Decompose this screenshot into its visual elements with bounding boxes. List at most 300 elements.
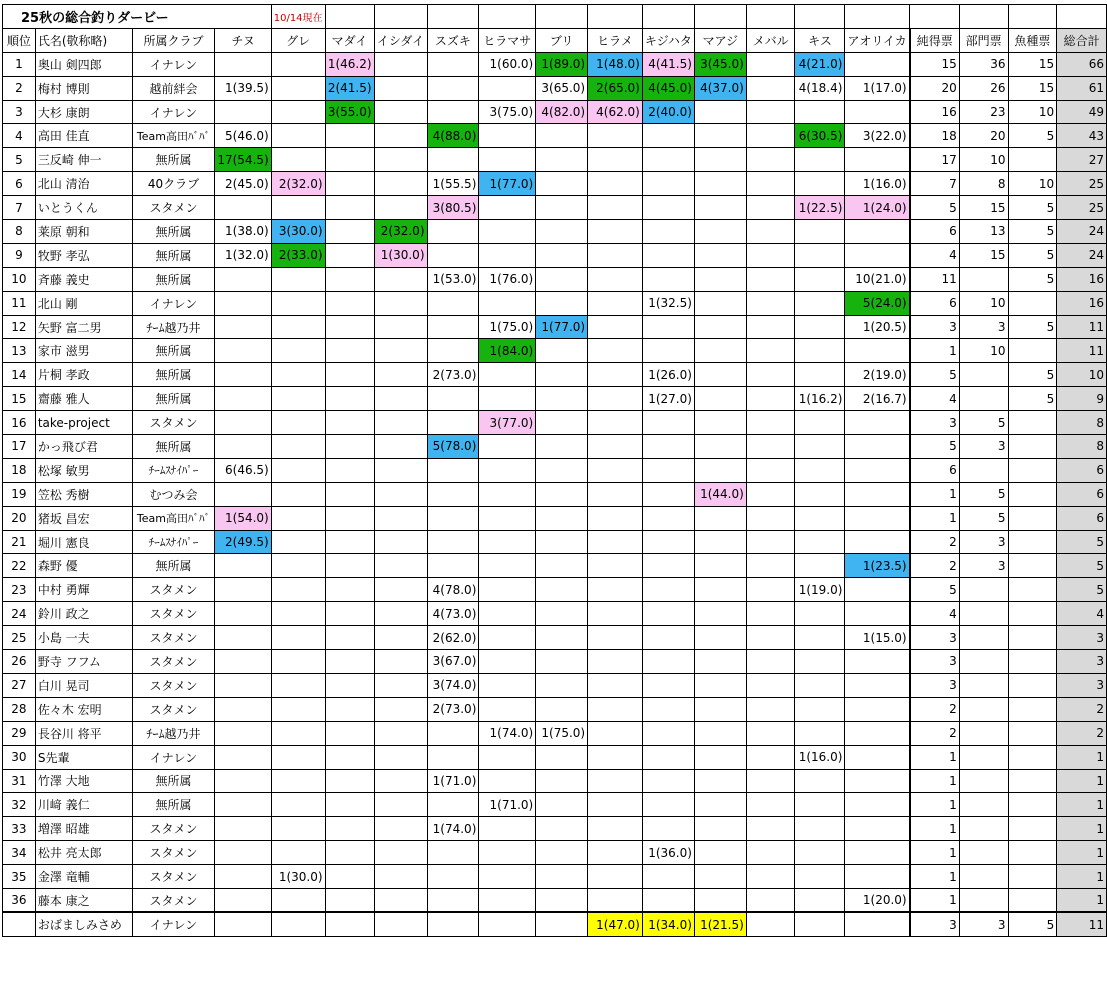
catch-cell-ishidai — [374, 506, 427, 530]
catch-cell-aori — [845, 482, 910, 506]
name-cell: 佐々木 宏明 — [35, 697, 132, 721]
jun-votes-cell: 15 — [910, 52, 960, 76]
catch-cell-mebaru — [746, 124, 795, 148]
catch-cell-buri — [536, 506, 588, 530]
catch-cell-buri — [536, 673, 588, 697]
catch-cell-hirame — [588, 697, 643, 721]
catch-cell-buri — [536, 458, 588, 482]
catch-cell-kijihata — [642, 888, 694, 912]
catch-cell-kisu — [795, 912, 845, 936]
catch-cell-kijihata — [642, 721, 694, 745]
rank-cell: 10 — [3, 267, 36, 291]
catch-cell-hiramasa — [479, 650, 536, 674]
catch-cell-hirame — [588, 841, 643, 865]
club-cell: スタメン — [132, 817, 215, 841]
catch-cell-ishidai — [374, 363, 427, 387]
catch-cell-hiramasa — [479, 626, 536, 650]
catch-cell-mebaru — [746, 912, 795, 936]
catch-cell-gure — [271, 291, 325, 315]
catch-cell-mebaru — [746, 363, 795, 387]
catch-cell-buri — [536, 124, 588, 148]
catch-cell-buri — [536, 602, 588, 626]
category-votes-cell — [959, 650, 1008, 674]
catch-cell-maaji — [694, 291, 746, 315]
catch-cell-chinu — [215, 52, 271, 76]
catch-cell-maaji — [694, 148, 746, 172]
catch-cell-suzuki — [427, 291, 479, 315]
catch-cell-madai — [325, 506, 374, 530]
catch-cell-madai — [325, 602, 374, 626]
catch-cell-ishidai — [374, 650, 427, 674]
table-row — [3, 817, 1107, 841]
category-votes-cell: 8 — [959, 172, 1008, 196]
total-cell: 5 — [1057, 554, 1107, 578]
club-cell: むつみ会 — [132, 482, 215, 506]
category-votes-cell: 3 — [959, 554, 1008, 578]
club-cell: スタメン — [132, 865, 215, 889]
catch-cell-hirame — [588, 745, 643, 769]
club-cell: イナレン — [132, 52, 215, 76]
category-votes-cell — [959, 363, 1008, 387]
club-cell: スタメン — [132, 578, 215, 602]
club-cell: 40クラブ — [132, 172, 215, 196]
catch-cell-maaji — [694, 124, 746, 148]
name-cell: かっ飛び君 — [35, 435, 132, 459]
table-row — [3, 697, 1107, 721]
catch-cell-gure — [271, 578, 325, 602]
catch-cell-aori — [845, 721, 910, 745]
catch-cell-suzuki — [427, 530, 479, 554]
catch-cell-mebaru — [746, 220, 795, 244]
catch-cell-aori — [845, 602, 910, 626]
catch-cell-hiramasa — [479, 912, 536, 936]
catch-cell-madai — [325, 769, 374, 793]
catch-cell-hirame — [588, 602, 643, 626]
catch-cell-kisu — [795, 554, 845, 578]
catch-cell-maaji — [694, 721, 746, 745]
catch-cell-mebaru — [746, 52, 795, 76]
rank-cell: 11 — [3, 291, 36, 315]
catch-cell-hiramasa — [479, 578, 536, 602]
club-cell: ﾁｰﾑ越乃井 — [132, 315, 215, 339]
rank-cell: 7 — [3, 196, 36, 220]
catch-cell-madai — [325, 482, 374, 506]
rank-cell: 17 — [3, 435, 36, 459]
catch-cell-hirame — [588, 267, 643, 291]
catch-cell-aori: 1(15.0) — [845, 626, 910, 650]
catch-cell-ishidai — [374, 100, 427, 124]
catch-cell-maaji — [694, 554, 746, 578]
catch-cell-buri — [536, 530, 588, 554]
jun-votes-cell: 4 — [910, 387, 960, 411]
catch-cell-aori — [845, 435, 910, 459]
catch-cell-aori: 2(19.0) — [845, 363, 910, 387]
jun-votes-cell: 3 — [910, 912, 960, 936]
catch-cell-madai — [325, 673, 374, 697]
catch-cell-hiramasa: 1(76.0) — [479, 267, 536, 291]
catch-cell-kisu: 1(16.0) — [795, 745, 845, 769]
jun-votes-cell: 6 — [910, 220, 960, 244]
club-cell: ﾁｰﾑ越乃井 — [132, 721, 215, 745]
catch-cell-hiramasa — [479, 387, 536, 411]
catch-cell-maaji — [694, 243, 746, 267]
catch-cell-ishidai — [374, 865, 427, 889]
table-row — [3, 530, 1107, 554]
name-cell: 北山 清治 — [35, 172, 132, 196]
species-votes-cell — [1008, 291, 1057, 315]
club-cell: 無所属 — [132, 769, 215, 793]
name-cell: 片桐 孝政 — [35, 363, 132, 387]
catch-cell-madai — [325, 817, 374, 841]
category-votes-cell: 3 — [959, 912, 1008, 936]
catch-cell-gure: 1(30.0) — [271, 865, 325, 889]
catch-cell-mebaru — [746, 76, 795, 100]
category-votes-cell: 15 — [959, 196, 1008, 220]
catch-cell-suzuki — [427, 482, 479, 506]
catch-cell-kisu — [795, 506, 845, 530]
table-row — [3, 888, 1107, 912]
name-cell: 三反崎 伸一 — [35, 148, 132, 172]
catch-cell-gure — [271, 721, 325, 745]
catch-cell-madai — [325, 339, 374, 363]
catch-cell-mebaru — [746, 458, 795, 482]
species-votes-cell — [1008, 602, 1057, 626]
catch-cell-hirame — [588, 458, 643, 482]
catch-cell-chinu — [215, 626, 271, 650]
catch-cell-hiramasa: 1(74.0) — [479, 721, 536, 745]
catch-cell-madai — [325, 745, 374, 769]
name-cell: 森野 優 — [35, 554, 132, 578]
catch-cell-gure — [271, 76, 325, 100]
catch-cell-mebaru — [746, 172, 795, 196]
catch-cell-ishidai — [374, 76, 427, 100]
catch-cell-madai — [325, 291, 374, 315]
jun-votes-cell: 5 — [910, 578, 960, 602]
catch-cell-mebaru — [746, 196, 795, 220]
catch-cell-hirame — [588, 721, 643, 745]
catch-cell-ishidai — [374, 387, 427, 411]
category-votes-cell — [959, 721, 1008, 745]
catch-cell-madai — [325, 124, 374, 148]
catch-cell-kisu — [795, 888, 845, 912]
catch-cell-suzuki: 1(53.0) — [427, 267, 479, 291]
catch-cell-hiramasa: 1(75.0) — [479, 315, 536, 339]
table-row — [3, 315, 1107, 339]
catch-cell-buri — [536, 554, 588, 578]
catch-cell-buri — [536, 650, 588, 674]
catch-cell-hirame — [588, 817, 643, 841]
catch-cell-mebaru — [746, 506, 795, 530]
species-votes-cell — [1008, 554, 1057, 578]
category-votes-cell — [959, 841, 1008, 865]
total-cell: 8 — [1057, 435, 1107, 459]
category-votes-cell: 3 — [959, 435, 1008, 459]
catch-cell-maaji — [694, 530, 746, 554]
catch-cell-mebaru — [746, 626, 795, 650]
catch-cell-ishidai — [374, 745, 427, 769]
catch-cell-kijihata: 1(26.0) — [642, 363, 694, 387]
catch-cell-ishidai — [374, 315, 427, 339]
category-votes-cell: 3 — [959, 315, 1008, 339]
catch-cell-kijihata — [642, 172, 694, 196]
club-cell: スタメン — [132, 841, 215, 865]
catch-cell-kijihata — [642, 745, 694, 769]
catch-cell-hirame — [588, 793, 643, 817]
catch-cell-aori — [845, 793, 910, 817]
species-votes-cell — [1008, 817, 1057, 841]
catch-cell-aori: 5(24.0) — [845, 291, 910, 315]
catch-cell-kijihata — [642, 578, 694, 602]
catch-cell-madai — [325, 554, 374, 578]
jun-votes-cell: 6 — [910, 291, 960, 315]
club-cell: 越前絆会 — [132, 76, 215, 100]
name-cell: いとうくん — [35, 196, 132, 220]
name-cell: 北山 剛 — [35, 291, 132, 315]
catch-cell-buri — [536, 267, 588, 291]
category-votes-cell: 5 — [959, 506, 1008, 530]
catch-cell-suzuki — [427, 315, 479, 339]
column-header: スズキ — [427, 28, 479, 52]
catch-cell-ishidai — [374, 697, 427, 721]
total-cell: 2 — [1057, 721, 1107, 745]
catch-cell-kisu — [795, 482, 845, 506]
jun-votes-cell: 2 — [910, 697, 960, 721]
total-cell: 6 — [1057, 506, 1107, 530]
catch-cell-madai — [325, 912, 374, 936]
table-row — [3, 554, 1107, 578]
catch-cell-kisu: 1(22.5) — [795, 196, 845, 220]
catch-cell-chinu — [215, 411, 271, 435]
catch-cell-kijihata — [642, 148, 694, 172]
catch-cell-hiramasa — [479, 363, 536, 387]
name-cell: 齋藤 雅人 — [35, 387, 132, 411]
catch-cell-kijihata — [642, 697, 694, 721]
catch-cell-aori — [845, 506, 910, 530]
catch-cell-kisu — [795, 769, 845, 793]
catch-cell-ishidai — [374, 339, 427, 363]
table-row — [3, 411, 1107, 435]
club-cell: スタメン — [132, 888, 215, 912]
catch-cell-kisu — [795, 697, 845, 721]
catch-cell-buri: 4(82.0) — [536, 100, 588, 124]
species-votes-cell: 5 — [1008, 363, 1057, 387]
table-row — [3, 172, 1107, 196]
catch-cell-kijihata — [642, 769, 694, 793]
catch-cell-maaji — [694, 673, 746, 697]
name-cell: おばましみさめ — [35, 912, 132, 936]
catch-cell-aori — [845, 52, 910, 76]
jun-votes-cell: 5 — [910, 363, 960, 387]
jun-votes-cell: 1 — [910, 841, 960, 865]
club-cell: 無所属 — [132, 267, 215, 291]
catch-cell-chinu — [215, 841, 271, 865]
catch-cell-kisu — [795, 650, 845, 674]
species-votes-cell: 5 — [1008, 196, 1057, 220]
category-votes-cell: 10 — [959, 339, 1008, 363]
catch-cell-kijihata — [642, 220, 694, 244]
table-row — [3, 506, 1107, 530]
catch-cell-hirame — [588, 387, 643, 411]
category-votes-cell — [959, 745, 1008, 769]
catch-cell-kisu — [795, 315, 845, 339]
catch-cell-mebaru — [746, 148, 795, 172]
species-votes-cell — [1008, 865, 1057, 889]
species-votes-cell — [1008, 578, 1057, 602]
jun-votes-cell: 16 — [910, 100, 960, 124]
catch-cell-suzuki — [427, 888, 479, 912]
name-cell: 矢野 富二男 — [35, 315, 132, 339]
page-title: 25秋の総合釣りダービー — [3, 5, 272, 29]
category-votes-cell: 5 — [959, 482, 1008, 506]
club-cell: スタメン — [132, 673, 215, 697]
catch-cell-hiramasa — [479, 124, 536, 148]
table-row — [3, 673, 1107, 697]
catch-cell-madai — [325, 626, 374, 650]
catch-cell-chinu — [215, 578, 271, 602]
catch-cell-hiramasa: 1(77.0) — [479, 172, 536, 196]
catch-cell-kijihata — [642, 458, 694, 482]
catch-cell-gure: 3(30.0) — [271, 220, 325, 244]
table-row — [3, 387, 1107, 411]
catch-cell-ishidai — [374, 626, 427, 650]
catch-cell-gure: 2(32.0) — [271, 172, 325, 196]
catch-cell-mebaru — [746, 769, 795, 793]
club-cell: スタメン — [132, 650, 215, 674]
species-votes-cell — [1008, 435, 1057, 459]
name-cell: 奥山 剣四郎 — [35, 52, 132, 76]
total-cell: 25 — [1057, 196, 1107, 220]
jun-votes-cell: 20 — [910, 76, 960, 100]
catch-cell-suzuki — [427, 745, 479, 769]
catch-cell-buri — [536, 291, 588, 315]
catch-cell-suzuki: 1(55.5) — [427, 172, 479, 196]
catch-cell-maaji — [694, 888, 746, 912]
total-cell: 16 — [1057, 291, 1107, 315]
catch-cell-ishidai: 2(32.0) — [374, 220, 427, 244]
catch-cell-aori — [845, 745, 910, 769]
species-votes-cell — [1008, 506, 1057, 530]
catch-cell-hiramasa — [479, 482, 536, 506]
catch-cell-mebaru — [746, 721, 795, 745]
catch-cell-chinu: 17(54.5) — [215, 148, 271, 172]
catch-cell-gure — [271, 52, 325, 76]
catch-cell-gure — [271, 267, 325, 291]
catch-cell-mebaru — [746, 267, 795, 291]
rank-cell: 25 — [3, 626, 36, 650]
catch-cell-kisu — [795, 793, 845, 817]
catch-cell-aori — [845, 650, 910, 674]
catch-cell-kijihata: 4(41.5) — [642, 52, 694, 76]
catch-cell-suzuki: 4(78.0) — [427, 578, 479, 602]
category-votes-cell — [959, 626, 1008, 650]
catch-cell-aori: 1(16.0) — [845, 172, 910, 196]
catch-cell-ishidai — [374, 172, 427, 196]
rank-cell: 15 — [3, 387, 36, 411]
club-cell: スタメン — [132, 626, 215, 650]
catch-cell-maaji — [694, 196, 746, 220]
species-votes-cell — [1008, 745, 1057, 769]
catch-cell-suzuki: 1(71.0) — [427, 769, 479, 793]
catch-cell-chinu — [215, 865, 271, 889]
club-cell: Team高田ﾊﾞﾊﾞ — [132, 124, 215, 148]
species-votes-cell — [1008, 841, 1057, 865]
catch-cell-buri — [536, 912, 588, 936]
catch-cell-kijihata: 1(36.0) — [642, 841, 694, 865]
species-votes-cell — [1008, 673, 1057, 697]
catch-cell-ishidai — [374, 52, 427, 76]
catch-cell-madai — [325, 458, 374, 482]
catch-cell-madai — [325, 435, 374, 459]
catch-cell-gure — [271, 888, 325, 912]
jun-votes-cell: 1 — [910, 339, 960, 363]
catch-cell-hirame — [588, 435, 643, 459]
catch-cell-gure — [271, 411, 325, 435]
catch-cell-kijihata — [642, 673, 694, 697]
column-header: 順位 — [3, 28, 36, 52]
name-cell: take-project — [35, 411, 132, 435]
catch-cell-mebaru — [746, 315, 795, 339]
catch-cell-aori — [845, 912, 910, 936]
catch-cell-hirame — [588, 363, 643, 387]
category-votes-cell: 13 — [959, 220, 1008, 244]
jun-votes-cell: 11 — [910, 267, 960, 291]
catch-cell-buri — [536, 363, 588, 387]
catch-cell-maaji — [694, 650, 746, 674]
table-row — [3, 458, 1107, 482]
club-cell: 無所属 — [132, 220, 215, 244]
catch-cell-madai — [325, 697, 374, 721]
species-votes-cell: 5 — [1008, 315, 1057, 339]
catch-cell-madai — [325, 172, 374, 196]
total-cell: 66 — [1057, 52, 1107, 76]
category-votes-cell — [959, 793, 1008, 817]
club-cell: 無所属 — [132, 793, 215, 817]
catch-cell-chinu: 6(46.5) — [215, 458, 271, 482]
rank-cell: 5 — [3, 148, 36, 172]
column-header: ブリ — [536, 28, 588, 52]
jun-votes-cell: 1 — [910, 506, 960, 530]
catch-cell-maaji — [694, 841, 746, 865]
catch-cell-hiramasa — [479, 291, 536, 315]
catch-cell-aori — [845, 339, 910, 363]
jun-votes-cell: 4 — [910, 243, 960, 267]
catch-cell-ishidai — [374, 888, 427, 912]
catch-cell-chinu: 2(49.5) — [215, 530, 271, 554]
column-header: アオリイカ — [845, 28, 910, 52]
table-row — [3, 841, 1107, 865]
catch-cell-madai: 2(41.5) — [325, 76, 374, 100]
catch-cell-buri — [536, 387, 588, 411]
catch-cell-suzuki: 1(74.0) — [427, 817, 479, 841]
catch-cell-hirame: 2(65.0) — [588, 76, 643, 100]
name-cell: 家市 滋男 — [35, 339, 132, 363]
category-votes-cell — [959, 578, 1008, 602]
catch-cell-chinu: 1(32.0) — [215, 243, 271, 267]
club-cell: 無所属 — [132, 363, 215, 387]
catch-cell-mebaru — [746, 291, 795, 315]
catch-cell-kisu — [795, 411, 845, 435]
catch-cell-gure — [271, 196, 325, 220]
jun-votes-cell: 1 — [910, 745, 960, 769]
catch-cell-suzuki — [427, 243, 479, 267]
catch-cell-gure — [271, 124, 325, 148]
rank-cell: 12 — [3, 315, 36, 339]
table-row — [3, 721, 1107, 745]
name-cell: 川﨑 義仁 — [35, 793, 132, 817]
species-votes-cell: 5 — [1008, 387, 1057, 411]
rank-cell: 35 — [3, 865, 36, 889]
total-cell: 4 — [1057, 602, 1107, 626]
